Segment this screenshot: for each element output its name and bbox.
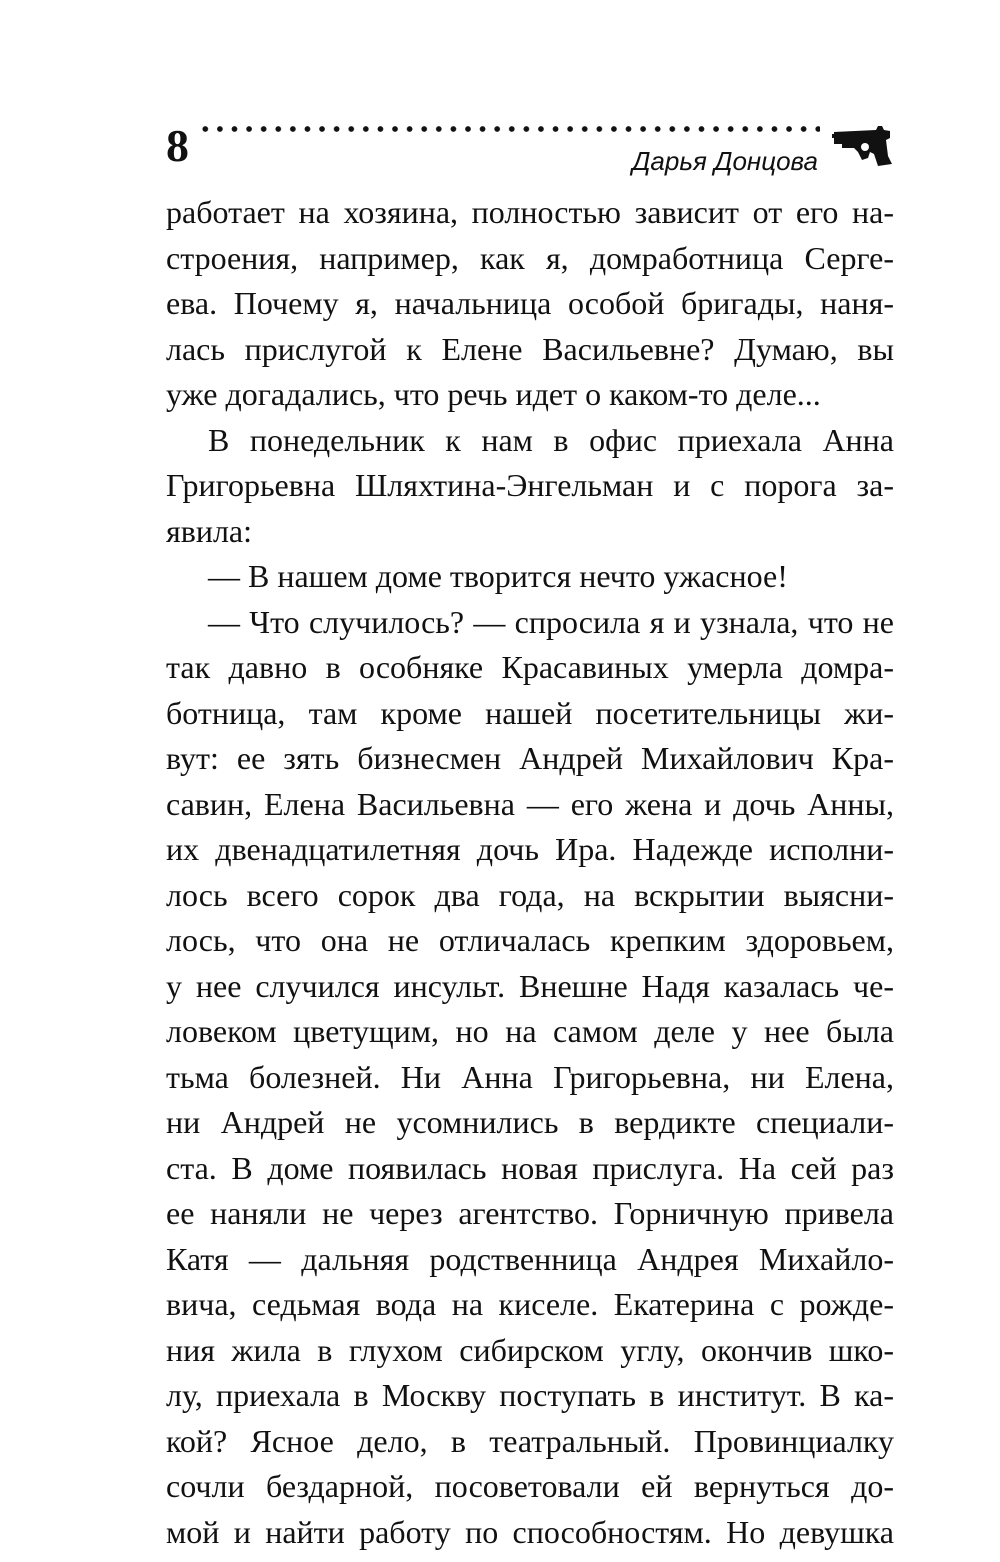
dot-leader: [198, 125, 820, 133]
text-line: кой? Ясное дело, в театральный. Провинциалку: [166, 1422, 894, 1459]
text-line: — В нашем доме творится нечто ужасное!: [208, 558, 788, 594]
text-line: Григорьевна Шляхтина-Энгельман и с порога за-: [166, 467, 894, 503]
text-line: — Что случилось? — спросила я и узнала, что не: [208, 603, 894, 640]
text-line: работает на хозяина, полностью зависит от его на-: [166, 194, 894, 230]
body-text: [166, 190, 894, 1555]
text-line: сочли бездарной, посоветовали ей вернуться до-: [166, 1468, 894, 1504]
text-line: ста. В доме появилась новая прислуга. На сей раз: [166, 1149, 894, 1186]
text-line: вут: ее зять бизнесмен Андрей Михайлович Кра-: [166, 740, 894, 776]
text-line: тьма болезней. Ни Анна Григорьевна, ни Елена,: [166, 1058, 894, 1095]
text-line: так давно в особняке Красавиных умерла домра-: [166, 649, 894, 685]
text-line: Катя — дальняя родственница Андрея Михайло-: [166, 1240, 894, 1277]
text-line: лось, что она не отличалась крепким здоровьем,: [166, 922, 894, 958]
text-line: ния жила в глухом сибирском углу, окончив шко-: [166, 1331, 894, 1368]
text-line: вича, седьмая вода на киселе. Екатерина с рожде-: [166, 1286, 894, 1322]
text-line: уже догадались, что речь идет о каком-то деле...: [166, 376, 821, 412]
text-line: ева. Почему я, начальница особой бригады, нaня-: [166, 285, 894, 321]
revolver-icon: [832, 122, 894, 168]
text-line: ловеком цветущим, но на самом деле у нее была: [166, 1013, 894, 1049]
text-line: лось всего сорок два года, на вскрытии выясни-: [166, 876, 894, 913]
text-line: строения, например, как я, домработница Серге-: [166, 239, 894, 276]
text-line: их двенадцатилетняя дочь Ира. Надежде исполни-: [166, 831, 894, 867]
text-line: явила:: [166, 512, 253, 549]
text-line: ботница, там кроме нашей посетительницы жи-: [166, 694, 894, 731]
text-line: ни Андрей не усомнились в вердикте специали-: [166, 1104, 894, 1140]
running-head-author: Дарья Донцова: [632, 146, 818, 176]
text-line: ее наняли не через агентство. Горничную привела: [166, 1195, 894, 1231]
text-line: лась прислугой к Елене Васильевне? Думаю, вы: [166, 330, 894, 367]
text-line: у нее случился инсульт. Внешне Надя казалась че-: [166, 967, 894, 1004]
text-line: савин, Елена Васильевна — его жена и дочь Анны,: [166, 785, 894, 822]
page-number: 8: [166, 120, 189, 171]
text-line: лу, приехала в Москву поступать в институт. В ка-: [166, 1377, 894, 1413]
text-line: мой и найти работу по способностям. Но девушка: [166, 1513, 894, 1550]
text-line: В понедельник к нам в офис приехала Анна: [208, 421, 894, 458]
